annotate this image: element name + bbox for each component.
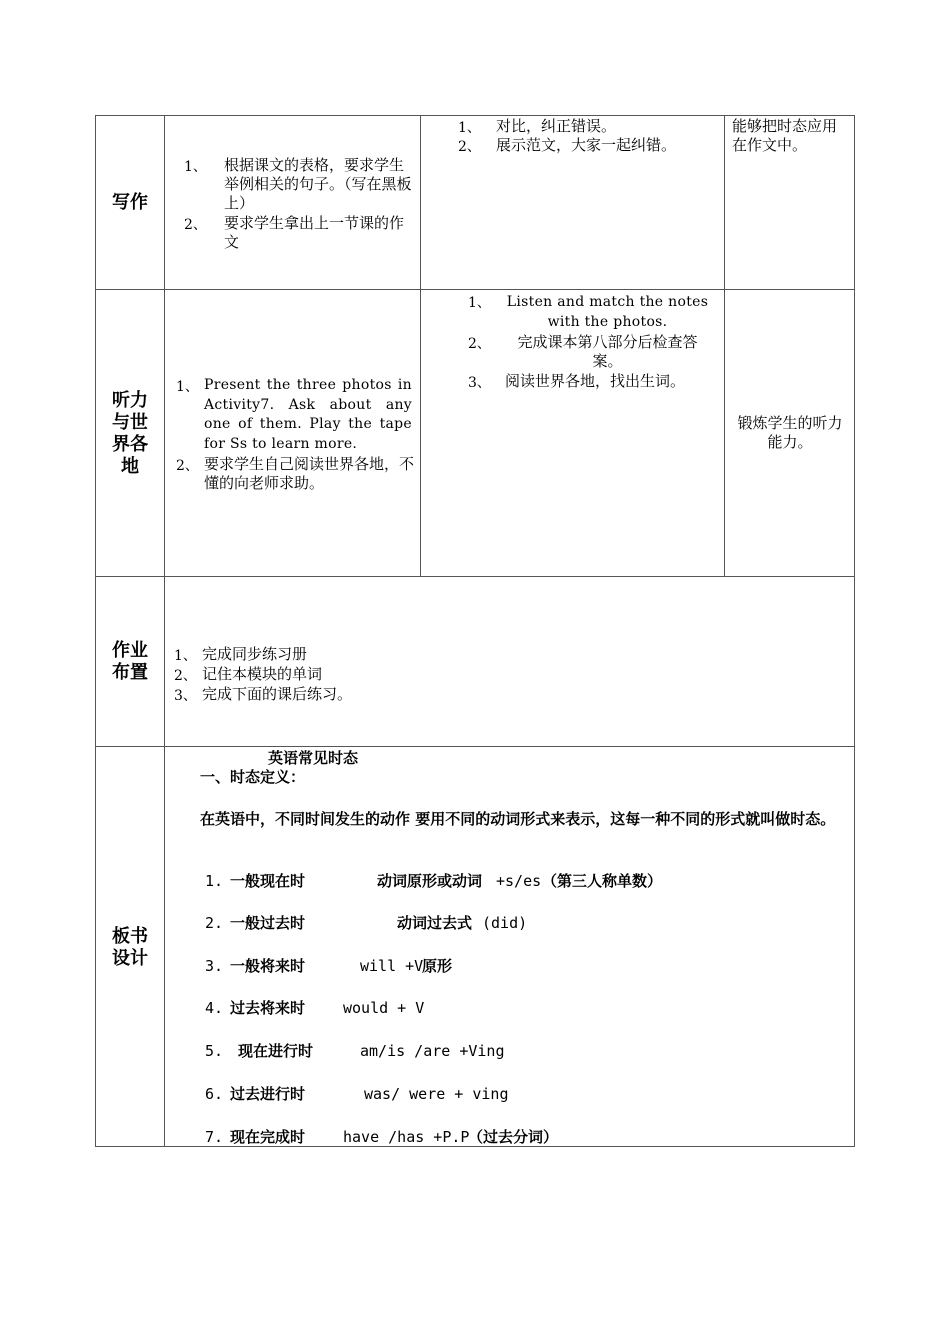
list-item: 1、 根据课文的表格，要求学生举例相关的句子。（写在黑板上）	[184, 156, 414, 213]
row-divider	[95, 289, 855, 290]
tense-line: 3. 一般将来时 will +V 原形	[205, 957, 453, 975]
list-item: 2、 要求学生自己阅读世界各地，不懂的向老师求助。	[176, 455, 415, 492]
listening-student-2: 完成课本第八部分后检查答案。	[517, 333, 698, 370]
list-item: 1、 Listen and match the notes with the photos.	[468, 294, 709, 330]
list-item: 2、 记住本模块的单词	[174, 665, 323, 684]
homework-item-2: 记住本模块的单词	[202, 665, 323, 683]
list-item: 2、 要求学生拿出上一节课的作文	[184, 214, 414, 252]
writing-goal: 能够把时态应用在作文中。	[732, 117, 838, 154]
writing-teacher-1: 根据课文的表格，要求学生举例相关的句子。（写在黑板上）	[224, 156, 412, 212]
list-item: 1、 Present the three photos in Activity7. Ask about any one of them. Play the tape for Ss to learn more.	[176, 376, 414, 454]
tense-line: 4. 过去将来时 would + V	[205, 999, 425, 1017]
tense-line: 7. 现在完成时 have /has +P.P （过去分词）	[205, 1128, 559, 1146]
row-header-homework: 作业布置	[112, 640, 148, 683]
writing-student-1: 对比，纠正错误。	[496, 117, 617, 135]
list-item: 1、 对比，纠正错误。	[458, 117, 617, 136]
list-item: 2、 完成课本第八部分后检查答案。	[468, 333, 713, 371]
row-divider	[95, 746, 855, 747]
board-title: 英语常见时态	[268, 749, 359, 767]
writing-teacher-2: 要求学生拿出上一节课的作文	[224, 214, 405, 251]
homework-item-3: 完成下面的课后练习。	[202, 685, 353, 703]
row-header-writing: 写作	[112, 192, 148, 213]
listening-student-1: Listen and match the notes with the photos.	[506, 294, 709, 330]
row-divider	[95, 576, 855, 577]
list-item: 2、 展示范文，大家一起纠错。	[458, 136, 677, 155]
listening-teacher-2: 要求学生自己阅读世界各地，不懂的向老师求助。	[204, 455, 415, 492]
listening-student-3: 阅读世界各地，找出生词。	[505, 372, 686, 390]
writing-student-2: 展示范文，大家一起纠错。	[496, 136, 677, 154]
homework-item-1: 完成同步练习册	[202, 645, 308, 663]
list-item: 3、 阅读世界各地，找出生词。	[468, 372, 686, 391]
column-divider	[724, 115, 725, 576]
tense-line: 5. 现在进行时 am/is /are +Ving	[205, 1042, 505, 1060]
board-intro: 在英语中，不同时间发生的动作 要用不同的动词形式来表示，这每一种不同的形式就叫做时态。	[200, 810, 836, 828]
row-header-listening: 听力与世界各地	[112, 390, 148, 477]
column-divider	[420, 115, 421, 576]
list-item: 3、 完成下面的课后练习。	[174, 685, 353, 704]
tense-line: 2. 一般过去时 动词过去式 (did)	[205, 914, 528, 932]
lesson-table	[95, 115, 855, 1147]
board-section-heading: 一、时态定义：	[200, 768, 306, 786]
row-header-board: 板书设计	[112, 926, 148, 969]
tense-line: 1. 一般现在时 动词原形或动词 +s/es （第三人称单数）	[205, 872, 663, 890]
tense-line: 6. 过去进行时 was/ were + ving	[205, 1085, 509, 1103]
listening-teacher-1: Present the three photos in Activity7. Ask about any one of them. Play the tape for Ss to learn more.	[204, 377, 412, 452]
listening-goal: 锻炼学生的听力能力。	[737, 414, 843, 451]
column-divider	[164, 115, 165, 1147]
list-item: 1、 完成同步练习册	[174, 645, 308, 664]
